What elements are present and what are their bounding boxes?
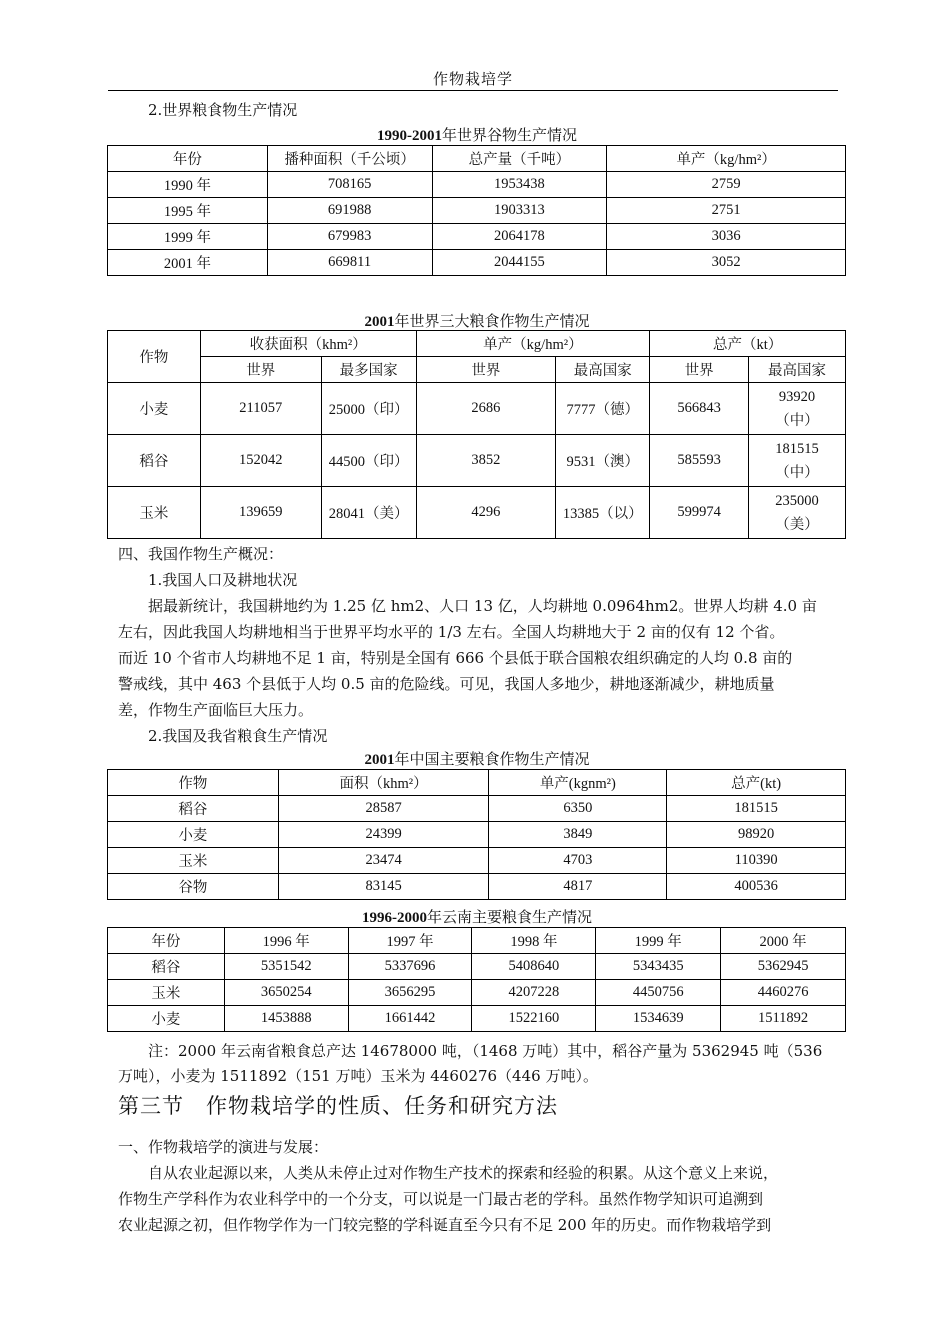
col-header: 2000 年 — [721, 928, 846, 954]
note-line: 万吨），小麦为 1511892（151 万吨）玉米为 4460276（446 万吨）。 — [118, 1067, 598, 1085]
para-line: 差，作物生产面临巨大压力。 — [118, 701, 314, 719]
table-cell: 3852 — [416, 435, 556, 487]
world-cereal-table — [107, 145, 846, 276]
table-cell: 3052 — [607, 250, 846, 276]
china-sub1: 1.我国人口及耕地状况 — [148, 571, 298, 589]
china-sub2: 2.我国及我省粮食生产情况 — [148, 727, 328, 745]
table-row — [108, 435, 846, 487]
table-cell: 4207228 — [472, 980, 596, 1006]
table-cell: 1990 年 — [108, 172, 268, 198]
yunnan-caption — [108, 906, 846, 927]
header-rule — [108, 90, 838, 91]
table-cell: 28041（美） — [321, 487, 416, 539]
world-cereal-table-caption — [108, 124, 846, 145]
col-header: 播种面积（千公顷） — [267, 146, 432, 172]
col-header: 1998 年 — [472, 928, 596, 954]
table-cell: 1903313 — [432, 198, 607, 224]
col-header: 1996 年 — [224, 928, 348, 954]
total-value: 235000 — [775, 492, 819, 509]
section-heading: 作物栽培学的性质、任务和研究方法 — [206, 1094, 558, 1118]
three-crops-caption — [108, 310, 846, 331]
section3-sub1: 一、作物栽培学的演进与发展： — [118, 1138, 329, 1156]
para-line: 而近 10 个省市人均耕地不足 1 亩，特别是全国有 666 个县低于联合国粮农组织确定的人均 0.8 亩的 — [118, 649, 793, 667]
table-cell: 2064178 — [432, 224, 607, 250]
table-cell: 2751 — [607, 198, 846, 224]
running-header: 作物栽培学 — [432, 70, 513, 88]
table-row — [108, 487, 846, 539]
table-cell: 1995 年 — [108, 198, 268, 224]
table-cell: 24399 — [278, 822, 489, 848]
table-cell: 4817 — [489, 874, 667, 900]
table-row — [108, 250, 846, 276]
table-cell: 4450756 — [596, 980, 721, 1006]
table-cell: 13385（以） — [556, 487, 650, 539]
table-cell: 4296 — [416, 487, 556, 539]
table-cell: 稻谷 — [108, 954, 225, 980]
sub-header: 世界 — [416, 357, 556, 383]
table-cell: 110390 — [667, 848, 846, 874]
group-header: 单产（kg/hm²） — [416, 331, 650, 357]
col-header: 单产（kg/hm²） — [607, 146, 846, 172]
para-line: 作物生产学科作为农业科学中的一个分支，可以说是一门最古老的学科。虽然作物学知识可追溯到 — [118, 1190, 764, 1208]
table-cell: 9531（澳） — [556, 435, 650, 487]
col-header: 1999 年 — [596, 928, 721, 954]
three-crops-table — [107, 330, 846, 539]
table-row — [108, 980, 846, 1006]
col-header: 面积（khm²） — [278, 770, 489, 796]
table-row — [108, 198, 846, 224]
table-row — [108, 874, 846, 900]
col-header: 单产(kgnm²) — [489, 770, 667, 796]
table-cell: 5343435 — [596, 954, 721, 980]
table-cell: 211057 — [200, 383, 321, 435]
sub-header: 世界 — [200, 357, 321, 383]
yunnan-table — [107, 927, 846, 1032]
table-cell: 599974 — [650, 487, 749, 539]
table-cell: 139659 — [200, 487, 321, 539]
table-cell: 98920 — [667, 822, 846, 848]
table-cell: 4460276 — [721, 980, 846, 1006]
crop-header: 作物 — [108, 331, 201, 383]
table-cell: 谷物 — [108, 874, 279, 900]
table-cell: 1661442 — [348, 1006, 472, 1032]
table-cell: 23474 — [278, 848, 489, 874]
col-header: 年份 — [108, 928, 225, 954]
total-value: 181515 — [775, 440, 819, 457]
country-label: （美） — [775, 516, 819, 533]
col-header: 作物 — [108, 770, 279, 796]
group-header: 收获面积（khm²） — [200, 331, 416, 357]
table-cell: 3656295 — [348, 980, 472, 1006]
table-cell: 691988 — [267, 198, 432, 224]
sub-header: 最高国家 — [749, 357, 846, 383]
total-value: 93920 — [778, 388, 816, 405]
caption-text: 年世界谷物生产情况 — [441, 126, 577, 144]
caption-text: 年世界三大粮食作物生产情况 — [394, 312, 590, 330]
table-cell: 1953438 — [432, 172, 607, 198]
table-cell: 400536 — [667, 874, 846, 900]
crop-cell: 稻谷 — [108, 435, 201, 487]
table-cell: 5408640 — [472, 954, 596, 980]
col-header: 1997 年 — [348, 928, 472, 954]
table-cell: 1534639 — [596, 1006, 721, 1032]
table-cell: 1522160 — [472, 1006, 596, 1032]
table-row — [108, 796, 846, 822]
col-header: 总产(kt) — [667, 770, 846, 796]
table-row — [108, 1006, 846, 1032]
table-cell: 2759 — [607, 172, 846, 198]
table-cell: 玉米 — [108, 848, 279, 874]
china-crops-table — [107, 769, 846, 900]
table-cell: 3849 — [489, 822, 667, 848]
table-cell: 679983 — [267, 224, 432, 250]
table-cell: 小麦 — [108, 1006, 225, 1032]
table-cell — [749, 487, 846, 539]
table-cell: 3036 — [607, 224, 846, 250]
china-crops-caption — [108, 748, 846, 769]
table-cell: 5362945 — [721, 954, 846, 980]
table-cell: 1453888 — [224, 1006, 348, 1032]
para-line: 据最新统计，我国耕地约为 1.25 亿 hm2、人口 13 亿，人均耕地 0.0964hm2。世界人均耕 4.0 亩 — [148, 597, 817, 615]
para-line: 左右，因此我国人均耕地相当于世界平均水平的 1/3 左右。全国人均耕地大于 2 亩的仅有 12 个省。 — [118, 623, 785, 641]
caption-text: 年中国主要粮食作物生产情况 — [394, 750, 590, 768]
table-row — [108, 822, 846, 848]
para-line: 自从农业起源以来，人类从未停止过对作物生产技术的探索和经验的积累。从这个意义上来说， — [148, 1164, 779, 1182]
table-cell: 566843 — [650, 383, 749, 435]
crop-cell: 小麦 — [108, 383, 201, 435]
para-line: 警戒线，其中 463 个县低于人均 0.5 亩的危险线。可见，我国人多地少，耕地逐渐减少，耕地质量 — [118, 675, 775, 693]
table-cell: 6350 — [489, 796, 667, 822]
country-label: （中） — [775, 464, 819, 481]
section-title — [118, 1090, 558, 1120]
col-header: 年份 — [108, 146, 268, 172]
table-row — [108, 954, 846, 980]
crop-cell: 玉米 — [108, 487, 201, 539]
table-cell: 152042 — [200, 435, 321, 487]
table-cell: 7777（德） — [556, 383, 650, 435]
sub-header: 世界 — [650, 357, 749, 383]
table-cell: 5351542 — [224, 954, 348, 980]
para-line: 农业起源之初，但作物学作为一门较完整的学科诞直至今只有不足 200 年的历史。而作物栽培学到 — [118, 1216, 772, 1234]
table-row — [108, 848, 846, 874]
col-header: 总产量（千吨） — [432, 146, 607, 172]
table-cell: 稻谷 — [108, 796, 279, 822]
sub-header: 最高国家 — [556, 357, 650, 383]
table-cell: 25000（印） — [321, 383, 416, 435]
table-row — [108, 172, 846, 198]
table-cell: 5337696 — [348, 954, 472, 980]
table-cell: 1999 年 — [108, 224, 268, 250]
table-cell: 28587 — [278, 796, 489, 822]
china-heading: 四、我国作物生产概况： — [118, 545, 284, 563]
table-row — [108, 383, 846, 435]
table-cell: 3650254 — [224, 980, 348, 1006]
table-cell: 708165 — [267, 172, 432, 198]
country-label: （中） — [775, 412, 819, 429]
table-cell: 2686 — [416, 383, 556, 435]
table-cell: 44500（印） — [321, 435, 416, 487]
group-header: 总产（kt） — [650, 331, 846, 357]
table-cell — [749, 435, 846, 487]
table-cell: 小麦 — [108, 822, 279, 848]
table-cell: 玉米 — [108, 980, 225, 1006]
world-grain-heading: 2.世界粮食物生产情况 — [148, 101, 298, 119]
caption-year-range: 1996-2000 — [361, 910, 427, 926]
table-cell: 4703 — [489, 848, 667, 874]
table-cell: 83145 — [278, 874, 489, 900]
table-cell — [749, 383, 846, 435]
caption-text: 年云南主要粮食生产情况 — [426, 908, 592, 926]
note-line: 注：2000 年云南省粮食总产达 14678000 吨，（1468 万吨）其中，稻谷产量为 5362945 吨（536 — [148, 1042, 823, 1060]
table-cell: 669811 — [267, 250, 432, 276]
sub-header: 最多国家 — [321, 357, 416, 383]
section-number: 第三节 — [118, 1094, 184, 1118]
table-cell: 1511892 — [721, 1006, 846, 1032]
table-cell: 181515 — [667, 796, 846, 822]
caption-year-range: 1990-2001 — [376, 128, 442, 144]
table-cell: 2001 年 — [108, 250, 268, 276]
table-cell: 2044155 — [432, 250, 607, 276]
caption-year: 2001 — [364, 314, 395, 330]
caption-year: 2001 — [364, 752, 395, 768]
table-row — [108, 224, 846, 250]
table-cell: 585593 — [650, 435, 749, 487]
